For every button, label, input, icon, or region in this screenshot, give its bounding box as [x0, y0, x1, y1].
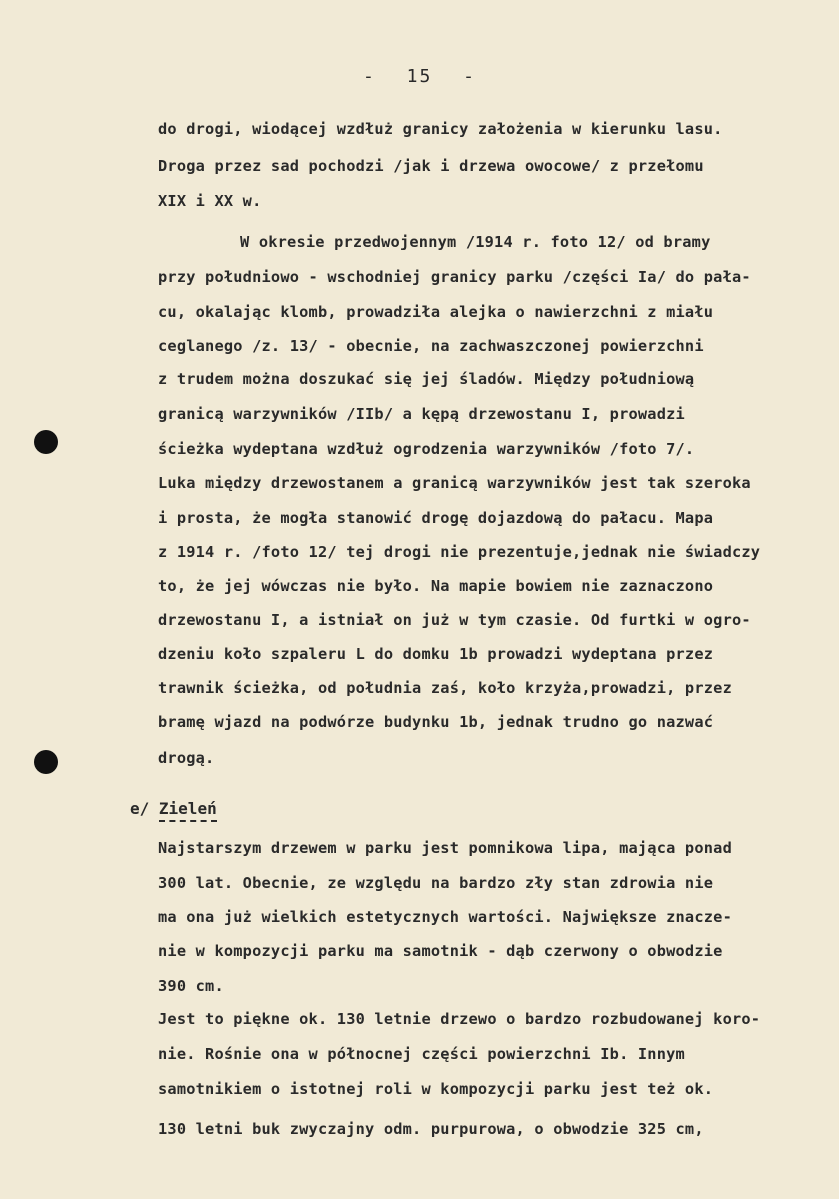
text-line: Luka między drzewostanem a granicą warzywników jest tak szeroka: [158, 474, 751, 492]
text-line: Jest to piękne ok. 130 letnie drzewo o bardzo rozbudowanej koro-: [158, 1010, 761, 1028]
text-line: nie w kompozycji parku ma samotnik - dąb czerwony o obwodzie: [158, 942, 723, 960]
text-line: ceglanego /z. 13/ - obecnie, na zachwaszczonej powierzchni: [158, 337, 704, 355]
section-heading-prefix: e/: [130, 799, 150, 818]
text-line: i prosta, że mogła stanowić drogę dojazdową do pałacu. Mapa: [158, 509, 714, 527]
text-line: to, że jej wówczas nie było. Na mapie bowiem nie zaznaczono: [158, 577, 714, 595]
text-line: drogą.: [158, 749, 215, 767]
text-line: trawnik ścieżka, od południa zaś, koło krzyża,prowadzi, przez: [158, 679, 732, 697]
text-line: bramę wjazd na podwórze budynku 1b, jednak trudno go nazwać: [158, 713, 714, 731]
text-line: nie. Rośnie ona w północnej części powierzchni Ib. Innym: [158, 1045, 685, 1063]
text-line: drzewostanu I, a istniał on już w tym czasie. Od furtki w ogro-: [158, 611, 751, 629]
section-heading: [130, 799, 217, 818]
text-line: 300 lat. Obecnie, ze względu na bardzo zły stan zdrowia nie: [158, 874, 714, 892]
page-number: - 15 -: [362, 66, 477, 87]
text-line: 390 cm.: [158, 977, 224, 995]
text-line: granicą warzywników /IIb/ a kępą drzewostanu I, prowadzi: [158, 405, 685, 423]
text-line: ma ona już wielkich estetycznych wartości. Największe znacze-: [158, 908, 732, 926]
text-line: samotnikiem o istotnej roli w kompozycji parku jest też ok.: [158, 1080, 714, 1098]
section-heading-title: Zieleń: [159, 799, 217, 822]
text-line: przy południowo - wschodniej granicy parku /części Ia/ do pała-: [158, 268, 751, 286]
punch-hole-lower: [34, 750, 58, 774]
text-line: W okresie przedwojennym /1914 r. foto 12/ od bramy: [240, 233, 711, 251]
text-line: XIX i XX w.: [158, 192, 262, 210]
punch-hole-upper: [34, 430, 58, 454]
text-line: z 1914 r. /foto 12/ tej drogi nie prezentuje,jednak nie świadczy: [158, 543, 761, 561]
text-line: Droga przez sad pochodzi /jak i drzewa owocowe/ z przełomu: [158, 157, 704, 175]
text-line: z trudem można doszukać się jej śladów. Między południową: [158, 370, 695, 388]
text-line: Najstarszym drzewem w parku jest pomnikowa lipa, mająca ponad: [158, 839, 732, 857]
text-line: ścieżka wydeptana wzdłuż ogrodzenia warzywników /foto 7/.: [158, 440, 695, 458]
text-line: cu, okalając klomb, prowadziła alejka o nawierzchni z miału: [158, 303, 714, 321]
text-line: dzeniu koło szpaleru L do domku 1b prowadzi wydeptana przez: [158, 645, 714, 663]
text-line: do drogi, wiodącej wzdłuż granicy założenia w kierunku lasu.: [158, 120, 723, 138]
text-line: 130 letni buk zwyczajny odm. purpurowa, o obwodzie 325 cm,: [158, 1120, 704, 1138]
